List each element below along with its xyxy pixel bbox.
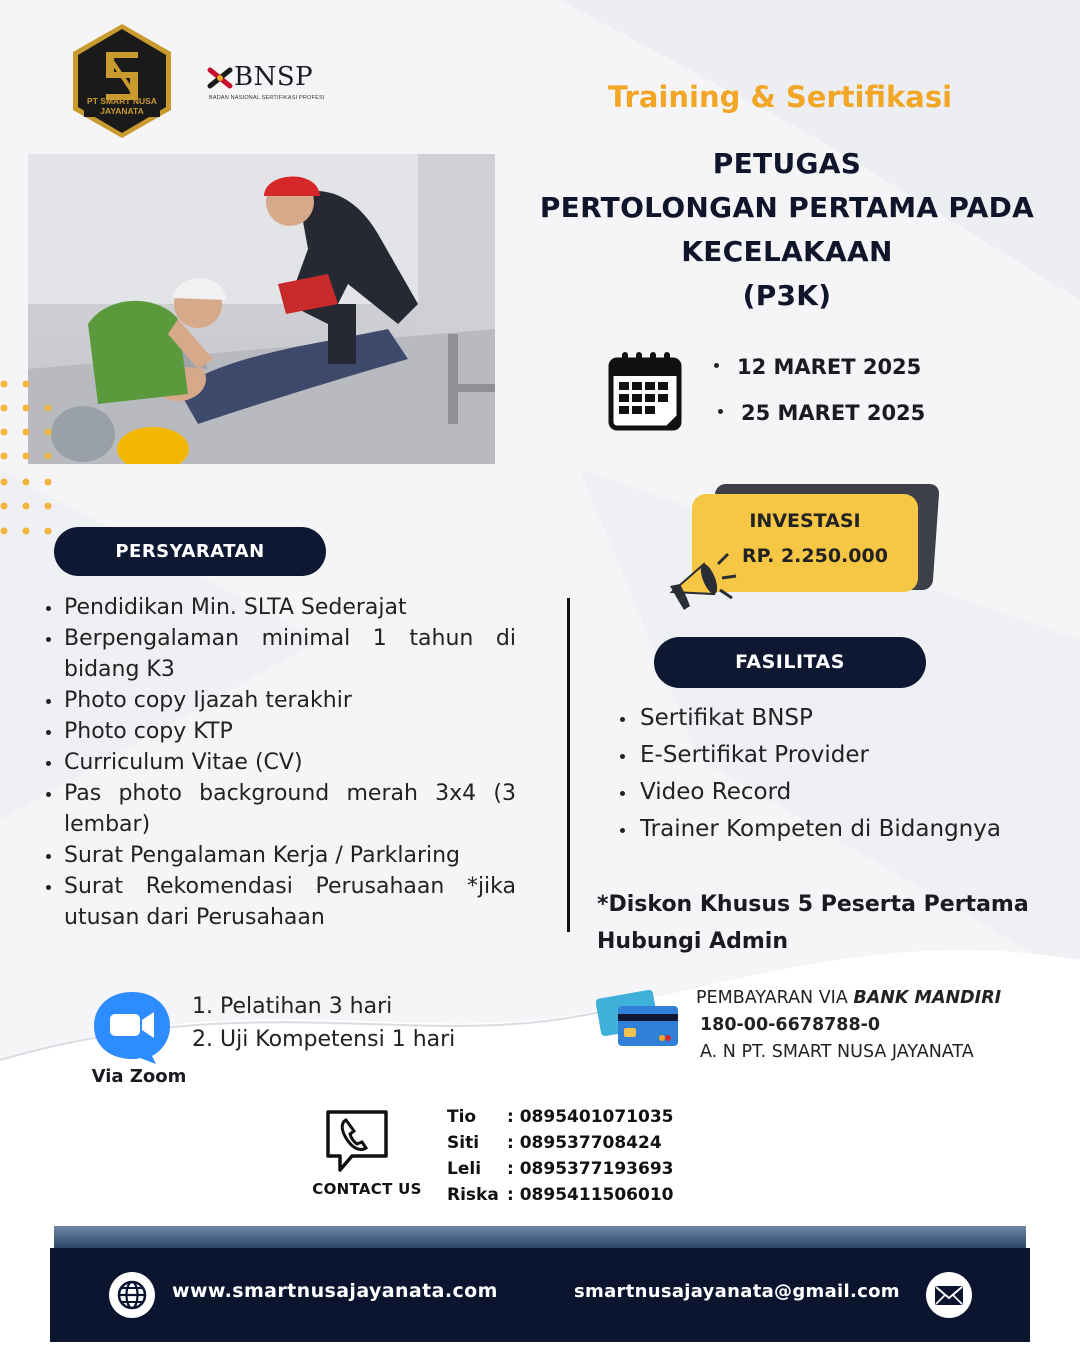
schedule-date-1: 12 MARET 2025 bbox=[714, 355, 921, 379]
list-item: Sertifikat BNSP bbox=[620, 700, 1060, 737]
megaphone-icon bbox=[660, 542, 740, 614]
logo-text-line1: PT SMART NUSA bbox=[87, 96, 157, 106]
account-number: 180-00-6678788-0 bbox=[700, 1015, 881, 1035]
payment-method: PEMBAYARAN VIA BANK MANDIRI bbox=[696, 988, 1002, 1008]
company-logo bbox=[70, 22, 174, 140]
contact-row: Leli : 0895377193693 bbox=[447, 1159, 674, 1179]
zoom-icon bbox=[90, 990, 174, 1066]
list-item: Photo copy Ijazah terakhir bbox=[46, 685, 516, 716]
bank-name: BANK MANDIRI bbox=[853, 988, 1002, 1008]
list-item: Surat Pengalaman Kerja / Parklaring bbox=[46, 840, 516, 871]
facilities-heading: FASILITAS bbox=[654, 637, 926, 688]
bnsp-wordmark: BNSP bbox=[234, 62, 314, 92]
title-line-2: PERTOLONGAN PERTAMA PADA bbox=[539, 191, 1035, 224]
list-item: Surat Rekomendasi Perusahaan *jika utusan dari Perusahaan bbox=[46, 871, 516, 933]
footer-stripe bbox=[54, 1226, 1026, 1248]
list-item: 2. Uji Kompetensi 1 hari bbox=[192, 1027, 456, 1052]
phone-chat-icon bbox=[322, 1106, 392, 1178]
globe-icon bbox=[109, 1272, 155, 1318]
bnsp-subtitle: BADAN NASIONAL SERTIFIKASI PROFESI bbox=[209, 95, 325, 101]
first-aid-photo bbox=[28, 154, 495, 464]
via-zoom-label: Via Zoom bbox=[91, 1066, 187, 1087]
discount-line: *Diskon Khusus 5 Peserta Pertama bbox=[597, 892, 1029, 917]
list-item: Pas photo background merah 3x4 (3 lembar) bbox=[46, 778, 516, 840]
training-subtitle: Training & Sertifikasi bbox=[607, 80, 953, 114]
list-item: Curriculum Vitae (CV) bbox=[46, 747, 516, 778]
discount-note bbox=[597, 886, 1067, 960]
payment-info bbox=[696, 985, 1001, 1066]
list-item: Video Record bbox=[620, 774, 1060, 811]
list-item: Photo copy KTP bbox=[46, 716, 516, 747]
decorative-dots bbox=[0, 378, 60, 543]
title-line-4: (P3K) bbox=[742, 279, 832, 312]
list-item: Trainer Kompeten di Bidangnya bbox=[620, 811, 1060, 848]
investment-price: RP. 2.250.000 bbox=[742, 545, 888, 567]
requirements-heading: PERSYARATAN bbox=[54, 527, 326, 576]
calendar-icon bbox=[608, 350, 682, 432]
column-divider bbox=[567, 598, 570, 932]
globe-icon-badge bbox=[109, 1272, 155, 1318]
website-link[interactable]: www.smartnusajayanata.com bbox=[172, 1280, 498, 1302]
facilities-list bbox=[620, 700, 1060, 848]
requirements-list bbox=[46, 592, 516, 933]
list-item: Berpengalaman minimal 1 tahun di bidang K3 bbox=[46, 623, 516, 685]
list-item: E-Sertifikat Provider bbox=[620, 737, 1060, 774]
contact-admin-line: Hubungi Admin bbox=[597, 929, 788, 954]
envelope-icon bbox=[926, 1272, 972, 1318]
contact-row: Siti : 089537708424 bbox=[447, 1133, 662, 1153]
mail-icon-badge bbox=[926, 1272, 972, 1318]
logo-text-line2: JAYANATA bbox=[100, 106, 144, 116]
contact-row: Riska : 0895411506010 bbox=[447, 1185, 674, 1205]
list-item: 1. Pelatihan 3 hari bbox=[192, 994, 393, 1019]
email-link[interactable]: smartnusajayanata@gmail.com bbox=[574, 1281, 900, 1302]
investment-label: INVESTASI bbox=[749, 510, 861, 532]
list-item: Pendidikan Min. SLTA Sederajat bbox=[46, 592, 516, 623]
contact-us-label: CONTACT US bbox=[312, 1180, 422, 1198]
bnsp-logo bbox=[206, 60, 326, 104]
credit-card-icon bbox=[596, 988, 680, 1050]
title-line-3: KECELAKAAN bbox=[681, 235, 893, 268]
course-title bbox=[522, 142, 1052, 318]
title-line-1: PETUGAS bbox=[712, 147, 862, 180]
account-holder: A. N PT. SMART NUSA JAYANATA bbox=[700, 1042, 974, 1062]
program-list bbox=[192, 990, 455, 1056]
bnsp-emblem-icon bbox=[206, 64, 234, 92]
contact-row: Tio : 0895401071035 bbox=[447, 1107, 674, 1127]
schedule-date-2: 25 MARET 2025 bbox=[718, 401, 925, 425]
contact-list bbox=[447, 1104, 674, 1208]
